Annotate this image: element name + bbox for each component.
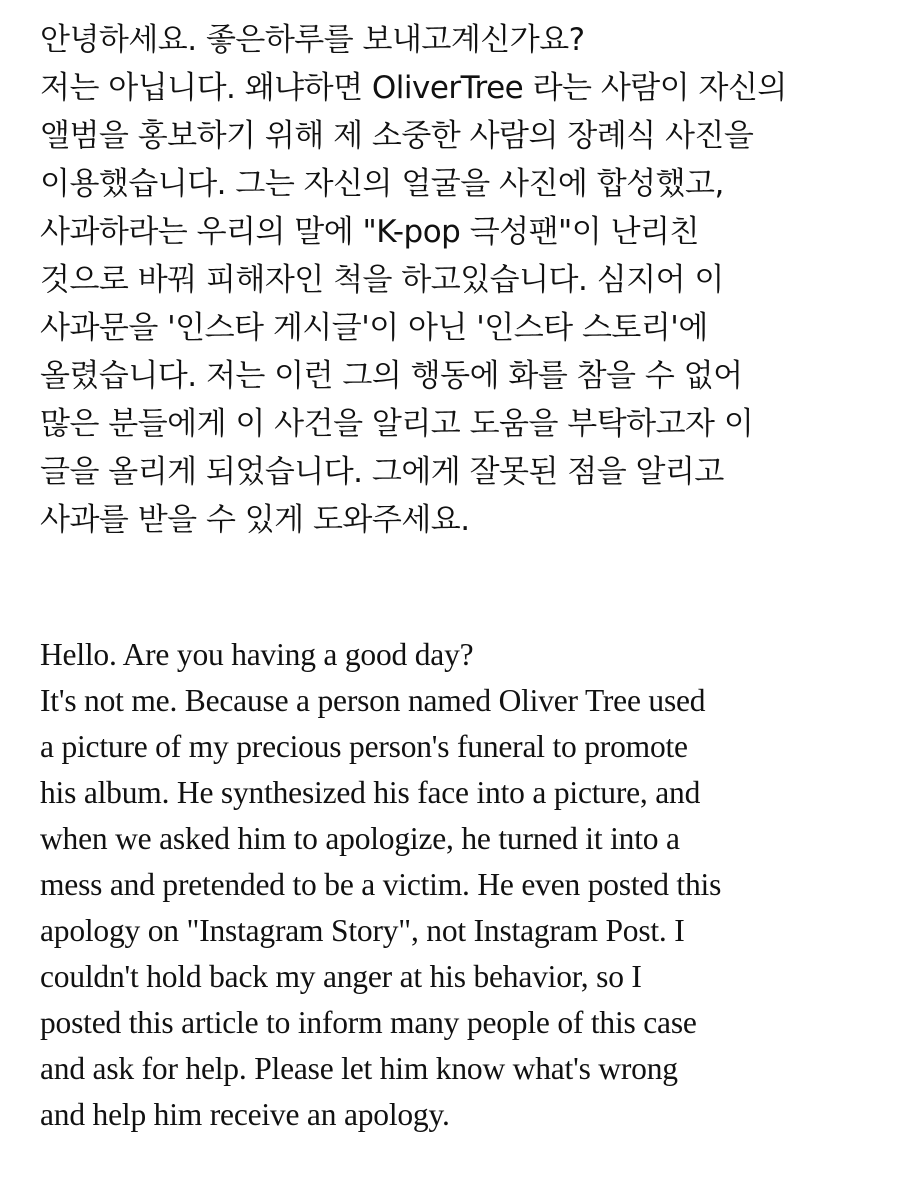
english-line: and help him receive an apology. — [40, 1097, 450, 1132]
korean-line: 사과를 받을 수 있게 도와주세요. — [40, 502, 470, 538]
english-line: and ask for help. Please let him know what's wrong — [40, 1051, 678, 1086]
korean-line: 올렸습니다. 저는 이런 그의 행동에 화를 참을 수 없어 — [40, 358, 743, 394]
english-line: couldn't hold back my anger at his behavior, so I — [40, 959, 642, 994]
korean-paragraph — [40, 16, 890, 544]
korean-line: 많은 분들에게 이 사건을 알리고 도움을 부탁하고자 이 — [40, 406, 754, 442]
korean-line: 이용했습니다. 그는 자신의 얼굴을 사진에 합성했고, — [40, 166, 724, 202]
korean-line: 저는 아닙니다. 왜냐하면 OliverTree 라는 사람이 자신의 — [40, 70, 787, 106]
korean-line: 사과문을 '인스타 게시글'이 아닌 '인스타 스토리'에 — [40, 310, 708, 346]
english-paragraph — [40, 632, 890, 1138]
english-line: Hello. Are you having a good day? — [40, 637, 474, 672]
korean-line: 앨범을 홍보하기 위해 제 소중한 사람의 장례식 사진을 — [40, 118, 754, 154]
english-line: posted this article to inform many people of this case — [40, 1005, 697, 1040]
korean-line: 글을 올리게 되었습니다. 그에게 잘못된 점을 알리고 — [40, 454, 724, 490]
english-line: It's not me. Because a person named Oliver Tree used — [40, 683, 706, 718]
english-line: when we asked him to apologize, he turned it into a — [40, 821, 680, 856]
korean-line: 것으로 바꿔 피해자인 척을 하고있습니다. 심지어 이 — [40, 262, 724, 298]
english-line: mess and pretended to be a victim. He even posted this — [40, 867, 722, 902]
korean-line: 안녕하세요. 좋은하루를 보내고계신가요? — [40, 22, 585, 58]
english-line: apology on "Instagram Story", not Instagram Post. I — [40, 913, 685, 948]
english-line: a picture of my precious person's funeral to promote — [40, 729, 688, 764]
korean-line: 사과하라는 우리의 말에 "K-pop 극성팬"이 난리친 — [40, 214, 699, 250]
english-line: his album. He synthesized his face into a picture, and — [40, 775, 701, 810]
